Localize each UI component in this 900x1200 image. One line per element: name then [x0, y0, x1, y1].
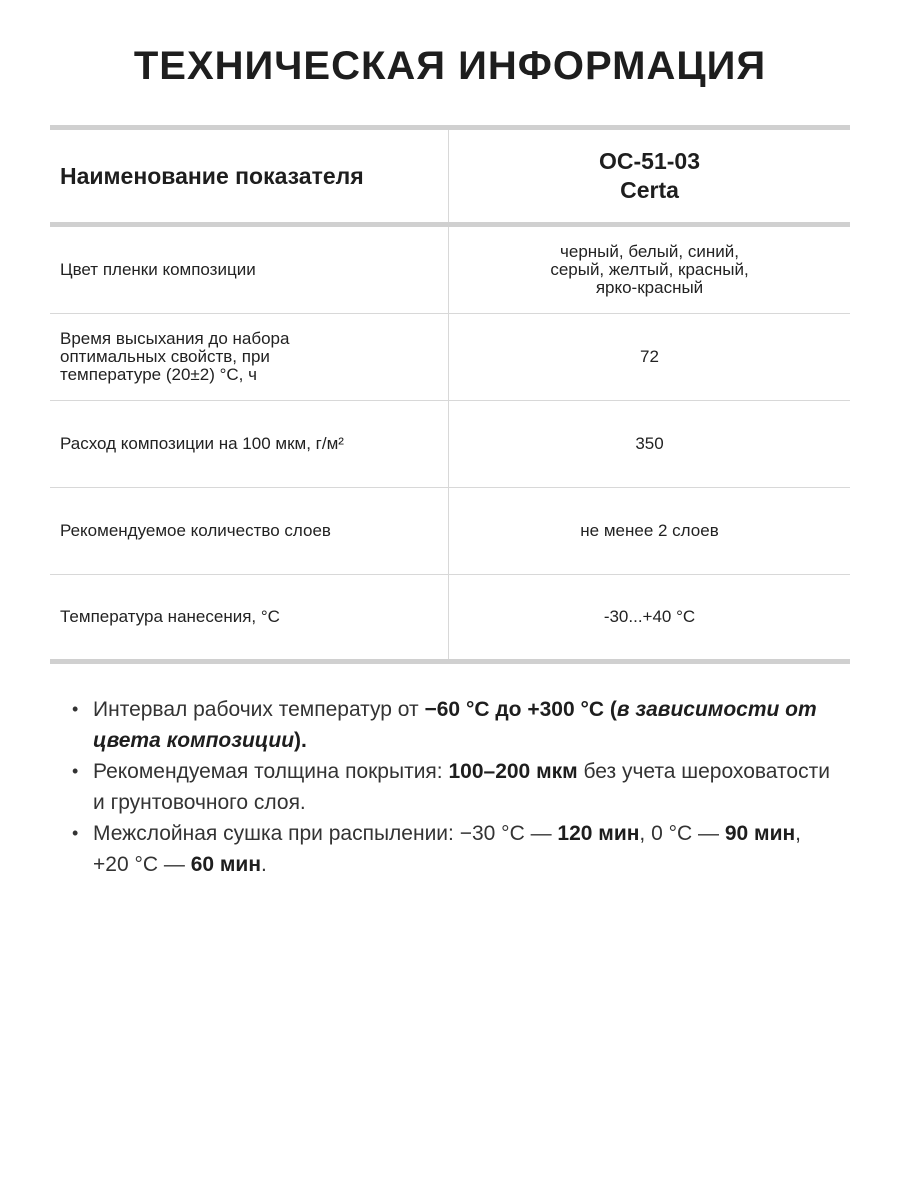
header-product-code: ОС-51-03	[599, 148, 700, 174]
notes-list	[70, 694, 830, 880]
table-header-row	[50, 130, 850, 227]
table-row	[50, 401, 850, 488]
note-text: , 0 °С —	[639, 822, 725, 845]
row-value-line: серый, желтый, красный,	[550, 260, 749, 279]
tech-info-table	[50, 125, 850, 664]
table-row	[50, 314, 850, 401]
note-item	[70, 756, 830, 818]
row-value-line: ярко-красный	[595, 278, 704, 297]
row-value: 350	[635, 434, 664, 453]
header-parameter-name: Наименование показателя	[50, 130, 449, 222]
note-text: Межслойная сушка при распылении: −30 °С —	[93, 822, 558, 845]
note-text-bold-italic: в зависимости от цвета композиции	[93, 698, 817, 752]
note-text-bold: 100–200 мкм	[448, 760, 578, 783]
note-text-bold: −60 °С до +300 °С (	[424, 698, 617, 721]
header-product-brand: Certa	[620, 177, 679, 203]
note-text: без учета шероховатости и грунтовочного слоя.	[93, 760, 830, 814]
row-value-line: черный, белый, синий,	[560, 242, 739, 261]
header-product	[449, 130, 850, 222]
note-text: , +20 °С —	[93, 822, 802, 876]
note-text-bold: 60 мин	[190, 853, 262, 876]
row-parameter: Температура нанесения, °С	[50, 575, 449, 659]
table-row	[50, 575, 850, 659]
note-text-bold: ).	[294, 729, 307, 752]
row-parameter: Расход композиции на 100 мкм, г/м²	[50, 401, 449, 487]
note-text-bold: 90 мин	[724, 822, 796, 845]
row-value: не менее 2 слоев	[580, 521, 719, 540]
note-text: Рекомендуемая толщина покрытия:	[93, 760, 449, 783]
row-parameter-line: оптимальных свойств, при	[60, 347, 270, 366]
row-value: -30...+40 °С	[603, 607, 696, 626]
note-text: .	[261, 853, 267, 876]
note-item	[70, 818, 830, 880]
bullet-icon: •	[72, 823, 79, 843]
row-value	[449, 227, 850, 313]
note-text-bold: 120 мин	[557, 822, 640, 845]
note-text: Интервал рабочих температур от	[93, 698, 425, 721]
row-parameter-line: Время высыхания до набора	[60, 329, 290, 348]
row-parameter-line: температуре (20±2) °С, ч	[60, 365, 257, 384]
bullet-icon: •	[72, 761, 79, 781]
table-row	[50, 488, 850, 575]
row-parameter	[50, 314, 449, 400]
bullet-icon: •	[72, 699, 79, 719]
row-parameter: Цвет пленки композиции	[50, 227, 449, 313]
page-title: ТЕХНИЧЕСКАЯ ИНФОРМАЦИЯ	[133, 44, 767, 88]
row-parameter: Рекомендуемое количество слоев	[50, 488, 449, 574]
row-value: 72	[640, 347, 659, 366]
note-item	[70, 694, 830, 756]
table-row	[50, 227, 850, 314]
